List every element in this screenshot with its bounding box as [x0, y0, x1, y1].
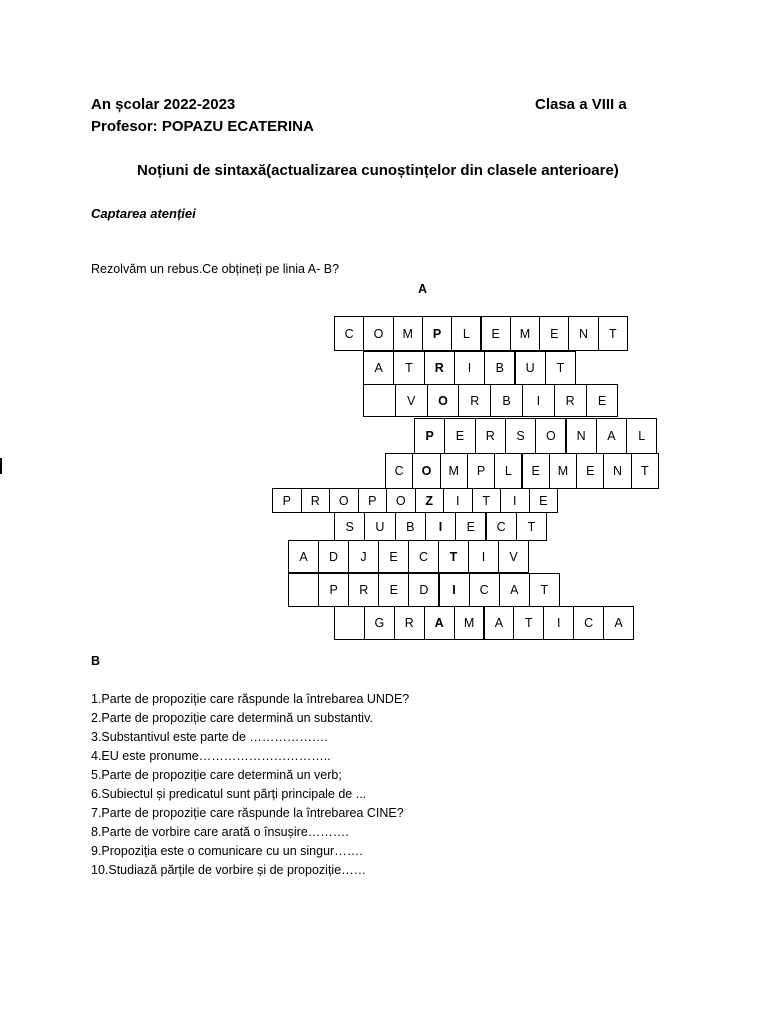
- crossword-cell: E: [522, 453, 550, 489]
- crossword-cell: T: [529, 573, 560, 607]
- crossword-cell: V: [395, 384, 428, 417]
- school-year: An școlar 2022-2023: [91, 96, 236, 113]
- crossword-cell: T: [472, 488, 502, 513]
- crossword-cell: A: [288, 540, 319, 573]
- crossword-cell: E: [455, 512, 486, 541]
- crossword-cell: J: [348, 540, 379, 573]
- page-title: Noțiuni de sintaxă(actualizarea cunoștințelor din clasele anterioare): [137, 162, 619, 179]
- crossword-cell: O: [363, 316, 393, 351]
- crossword-cell: R: [458, 384, 491, 417]
- question-item: 4.EU este pronume…………………………..: [91, 749, 331, 763]
- crossword-cell: A: [424, 606, 455, 640]
- crossword-cell: C: [385, 453, 413, 489]
- crossword-cell: B: [395, 512, 426, 541]
- crossword-cell: P: [414, 418, 445, 454]
- crossword-empty-cell: [334, 606, 365, 640]
- label-b: B: [91, 654, 101, 668]
- crossword-cell: E: [378, 573, 409, 607]
- crossword-cell: U: [515, 351, 546, 385]
- crossword-cell: O: [412, 453, 440, 489]
- crossword-cell: V: [498, 540, 529, 573]
- question-item: 7.Parte de propoziție care răspunde la întrebarea CINE?: [91, 806, 404, 820]
- crossword-cell: E: [378, 540, 409, 573]
- crossword-cell: T: [438, 540, 469, 573]
- crossword-cell: T: [516, 512, 547, 541]
- crossword-cell: R: [475, 418, 506, 454]
- crossword-cell: E: [444, 418, 475, 454]
- crossword-cell: M: [549, 453, 577, 489]
- crossword-cell: Z: [415, 488, 445, 513]
- crossword-cell: O: [329, 488, 359, 513]
- question-item: 5.Parte de propoziție care determină un verb;: [91, 768, 342, 782]
- crossword-cell: P: [422, 316, 452, 351]
- crossword-cell: R: [424, 351, 455, 385]
- question-item: 9.Propoziția este o comunicare cu un singur…….: [91, 844, 363, 858]
- crossword-cell: I: [439, 573, 470, 607]
- crossword-cell: O: [427, 384, 460, 417]
- crossword-cell: M: [510, 316, 540, 351]
- crossword-cell: M: [454, 606, 485, 640]
- question-item: 6.Subiectul și predicatul sunt părți principale de ...: [91, 787, 367, 801]
- crossword-cell: D: [408, 573, 439, 607]
- crossword-cell: R: [348, 573, 379, 607]
- label-a: A: [418, 282, 428, 296]
- crossword-cell: E: [576, 453, 604, 489]
- crossword-cell: I: [500, 488, 530, 513]
- crossword-cell: A: [499, 573, 530, 607]
- crossword-cell: P: [467, 453, 495, 489]
- crossword-cell: L: [626, 418, 657, 454]
- crossword-cell: T: [393, 351, 424, 385]
- crossword-cell: N: [568, 316, 598, 351]
- crossword-cell: T: [631, 453, 659, 489]
- teacher-name: Profesor: POPAZU ECATERINA: [91, 118, 314, 135]
- crossword-cell: R: [301, 488, 331, 513]
- crossword-cell: N: [603, 453, 631, 489]
- crossword-cell: L: [494, 453, 522, 489]
- crossword-cell: T: [545, 351, 576, 385]
- instruction-text: Rezolvăm un rebus.Ce obțineți pe linia A- B?: [91, 262, 340, 276]
- class-label: Clasa a VIII a: [535, 96, 627, 113]
- crossword-empty-cell: [363, 384, 396, 417]
- crossword-cell: L: [451, 316, 481, 351]
- crossword-cell: S: [505, 418, 536, 454]
- crossword-cell: C: [469, 573, 500, 607]
- crossword-cell: T: [598, 316, 628, 351]
- crossword-cell: I: [468, 540, 499, 573]
- crossword-cell: I: [454, 351, 485, 385]
- question-item: 1.Parte de propoziție care răspunde la întrebarea UNDE?: [91, 692, 410, 706]
- crossword-cell: U: [364, 512, 395, 541]
- crossword-cell: A: [603, 606, 634, 640]
- crossword-cell: O: [386, 488, 416, 513]
- crossword-cell: R: [394, 606, 425, 640]
- crossword-cell: T: [513, 606, 544, 640]
- crossword-cell: A: [596, 418, 627, 454]
- crossword-cell: C: [408, 540, 439, 573]
- crossword-cell: B: [484, 351, 515, 385]
- crossword-cell: D: [318, 540, 349, 573]
- crossword-cell: A: [484, 606, 515, 640]
- question-item: 3.Substantivul este parte de ……………….: [91, 730, 328, 744]
- crossword-cell: E: [481, 316, 511, 351]
- question-item: 8.Parte de vorbire care arată o însușire……….: [91, 825, 349, 839]
- crossword-cell: E: [539, 316, 569, 351]
- crossword-cell: O: [535, 418, 566, 454]
- crossword-cell: S: [334, 512, 365, 541]
- questions-list: [91, 690, 409, 880]
- section-heading: Captarea atenției: [91, 206, 196, 221]
- question-item: 2.Parte de propoziție care determină un substantiv.: [91, 711, 373, 725]
- crossword-cell: I: [522, 384, 555, 417]
- crossword-cell: G: [364, 606, 395, 640]
- crossword-cell: C: [486, 512, 517, 541]
- crossword-cell: P: [318, 573, 349, 607]
- crossword-cell: M: [393, 316, 423, 351]
- crossword-cell: R: [554, 384, 587, 417]
- crossword-cell: I: [425, 512, 456, 541]
- crossword-cell: P: [272, 488, 302, 513]
- crossword-cell: A: [363, 351, 394, 385]
- crossword-cell: P: [358, 488, 388, 513]
- crossword-cell: C: [573, 606, 604, 640]
- crossword-cell: N: [566, 418, 597, 454]
- crossword-empty-cell: [288, 573, 319, 607]
- crossword-cell: M: [440, 453, 468, 489]
- crossword-cell: I: [443, 488, 473, 513]
- crossword-cell: C: [334, 316, 364, 351]
- crossword-cell: E: [529, 488, 559, 513]
- crossword-cell: E: [586, 384, 619, 417]
- crossword-cell: B: [490, 384, 523, 417]
- crossword-cell: I: [543, 606, 574, 640]
- question-item: 10.Studiază părțile de vorbire și de propoziție……: [91, 863, 367, 877]
